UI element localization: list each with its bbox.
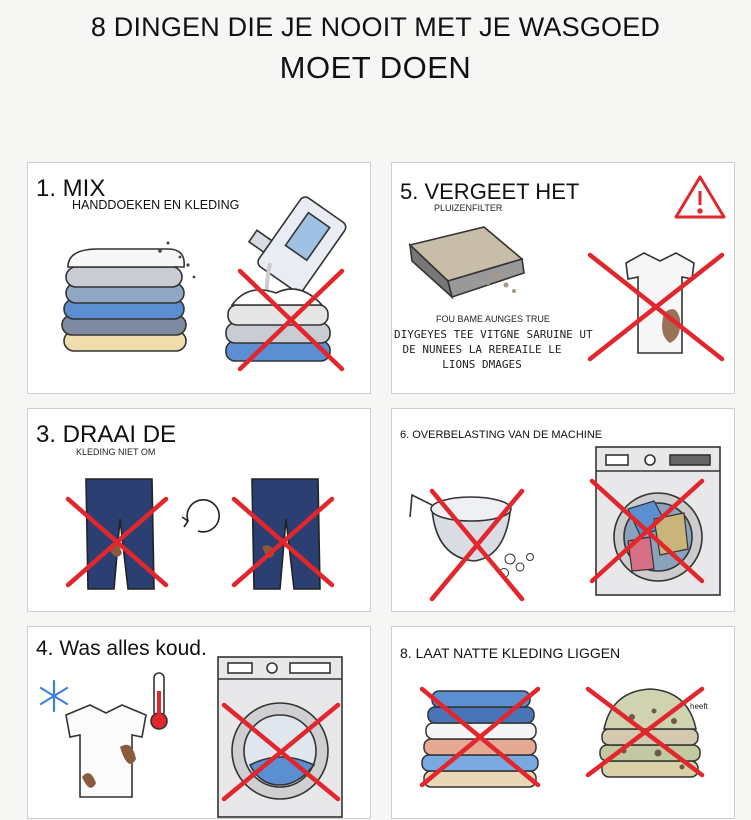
card-heading: 1. MIX xyxy=(36,175,106,202)
card-wet-clothes xyxy=(391,626,735,819)
washing-machine xyxy=(218,657,342,817)
card-subheading: KLEDING NIET OM xyxy=(76,447,156,457)
card-text-line: DIYGEYES TEE VITGNE SARUINE UT xyxy=(394,328,593,341)
thermometer-icon xyxy=(151,673,167,729)
card-text-line: LIONS DMAGES xyxy=(442,358,522,371)
card-mix-towels xyxy=(27,162,371,394)
card-caption: FOU BAME AUNGES TRUE xyxy=(436,314,550,324)
card-heading: 3. DRAAI DE xyxy=(36,421,177,448)
card-note: heeft xyxy=(690,702,708,711)
card-heading: 5. VERGEET HET xyxy=(400,179,580,204)
card-subheading: PLUIZENFILTER xyxy=(434,203,503,213)
card-heading: 4. Was alles koud. xyxy=(36,637,207,660)
snowflake-icon xyxy=(41,681,67,711)
card-heading: 6. OVERBELASTING VAN DE MACHINE xyxy=(400,429,603,441)
rotate-arrow-icon xyxy=(182,500,219,532)
card-turn-inside-out xyxy=(27,408,371,612)
card-subheading: HANDDOEKEN EN KLEDING xyxy=(72,198,240,212)
card-text xyxy=(394,327,593,372)
card-overloading xyxy=(391,408,735,612)
card-wash-cold xyxy=(27,626,371,819)
card-text-line: DE NUNEES LA REREAILE LE xyxy=(402,343,562,356)
page-title-line2: MOET DOEN xyxy=(279,50,472,85)
card-lint-filter xyxy=(391,162,735,394)
card-heading: 8. LAAT NATTE KLEDING LIGGEN xyxy=(400,645,621,661)
towel-stack xyxy=(62,249,186,351)
jeans-right xyxy=(252,479,320,589)
page-title-line1: 8 DINGEN DIE JE NOOIT MET JE WASGOED xyxy=(90,12,661,42)
stained-shirt xyxy=(66,705,146,797)
warning-icon xyxy=(676,177,724,217)
jeans-left xyxy=(86,479,154,589)
